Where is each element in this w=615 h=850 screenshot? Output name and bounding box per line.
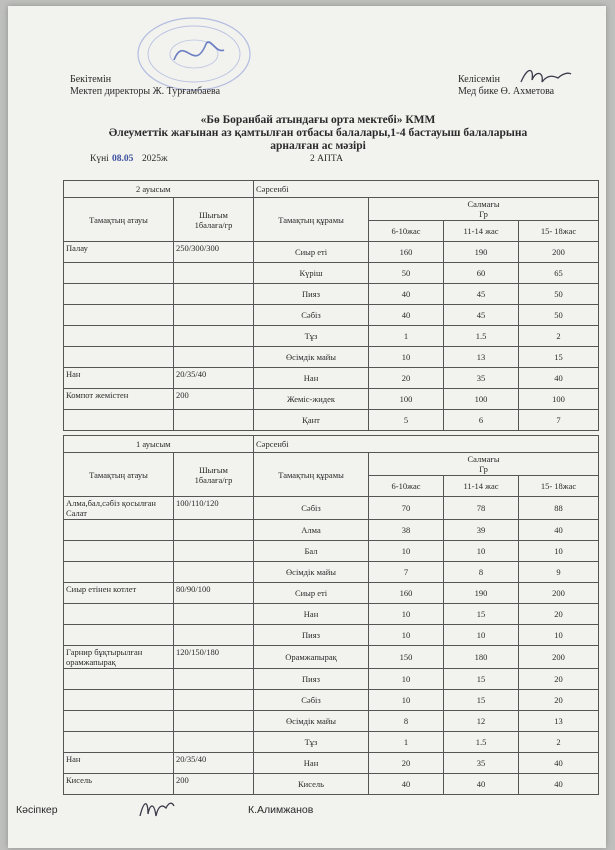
table-row bbox=[64, 326, 599, 347]
col-weight-text: Салмағы bbox=[467, 454, 500, 464]
weight-age2-cell: 40 bbox=[444, 774, 519, 795]
table-row bbox=[64, 669, 599, 690]
dish-cell: Нан bbox=[64, 368, 174, 389]
ingredient-cell: Өсімдік майы bbox=[254, 347, 369, 368]
col-age1: 6-10жас bbox=[369, 476, 444, 497]
date-label: Күні bbox=[90, 154, 109, 164]
weight-age2-cell: 45 bbox=[444, 284, 519, 305]
weight-age2-cell: 190 bbox=[444, 242, 519, 263]
weight-age3-cell: 10 bbox=[519, 541, 599, 562]
weight-age1-cell: 70 bbox=[369, 497, 444, 520]
yield-cell bbox=[174, 520, 254, 541]
weight-age1-cell: 40 bbox=[369, 305, 444, 326]
menu-tables bbox=[63, 180, 598, 795]
ingredient-cell: Қант bbox=[254, 410, 369, 431]
weight-age3-cell: 7 bbox=[519, 410, 599, 431]
col-dish-text: Тамақтың атауы bbox=[89, 469, 148, 480]
weight-age3-cell: 100 bbox=[519, 389, 599, 410]
yield-cell bbox=[174, 690, 254, 711]
ingredient-cell: Пияз bbox=[254, 669, 369, 690]
table-row bbox=[64, 604, 599, 625]
nurse-line: Мед бике Ө. Ахметова bbox=[458, 86, 555, 97]
weight-age2-cell: 15 bbox=[444, 669, 519, 690]
weight-age2-cell: 190 bbox=[444, 583, 519, 604]
week-label: 2 АПТА bbox=[310, 154, 344, 164]
weight-age1-cell: 40 bbox=[369, 284, 444, 305]
yield-cell bbox=[174, 625, 254, 646]
ingredient-cell: Пияз bbox=[254, 284, 369, 305]
yield-cell: 200 bbox=[174, 774, 254, 795]
table-row bbox=[64, 410, 599, 431]
dish-cell bbox=[64, 410, 174, 431]
weight-age2-cell: 35 bbox=[444, 368, 519, 389]
weight-age1-cell: 10 bbox=[369, 625, 444, 646]
col-yield-header bbox=[174, 453, 254, 497]
dish-cell bbox=[64, 562, 174, 583]
weight-age2-cell: 10 bbox=[444, 625, 519, 646]
yield-cell bbox=[174, 562, 254, 583]
table-row bbox=[64, 562, 599, 583]
shift2-day-cell bbox=[254, 181, 599, 198]
weight-age2-cell: 35 bbox=[444, 753, 519, 774]
weight-age3-cell: 20 bbox=[519, 669, 599, 690]
dish-cell bbox=[64, 284, 174, 305]
approve-label: Бекітемін bbox=[70, 74, 112, 85]
dish-cell bbox=[64, 604, 174, 625]
ingredient-cell: Сиыр еті bbox=[254, 583, 369, 604]
col-age2: 11-14 жас bbox=[444, 476, 519, 497]
dish-cell: Нан bbox=[64, 753, 174, 774]
col-weight-text: Салмағы bbox=[467, 199, 500, 209]
weight-age1-cell: 10 bbox=[369, 541, 444, 562]
col-weight-unit: Гр bbox=[479, 209, 488, 219]
weight-age3-cell: 200 bbox=[519, 583, 599, 604]
yield-cell: 250/300/300 bbox=[174, 242, 254, 263]
weight-age1-cell: 7 bbox=[369, 562, 444, 583]
col-yield-unit: 1балаға/гр bbox=[194, 219, 233, 230]
yield-cell: 20/35/40 bbox=[174, 753, 254, 774]
yield-cell: 20/35/40 bbox=[174, 368, 254, 389]
ingredient-cell: Өсімдік майы bbox=[254, 711, 369, 732]
weight-age2-cell: 13 bbox=[444, 347, 519, 368]
table-row bbox=[64, 711, 599, 732]
weight-age2-cell: 8 bbox=[444, 562, 519, 583]
dish-cell bbox=[64, 711, 174, 732]
yield-cell bbox=[174, 711, 254, 732]
weight-age3-cell: 200 bbox=[519, 646, 599, 669]
weight-age2-cell: 100 bbox=[444, 389, 519, 410]
weight-age3-cell: 2 bbox=[519, 326, 599, 347]
ingredient-cell: Нан bbox=[254, 753, 369, 774]
table-row bbox=[64, 753, 599, 774]
shift2-table bbox=[63, 180, 599, 431]
table-row bbox=[64, 690, 599, 711]
col-age3: 15- 18жас bbox=[519, 476, 599, 497]
yield-cell bbox=[174, 326, 254, 347]
weight-age2-cell: 45 bbox=[444, 305, 519, 326]
table-row bbox=[64, 774, 599, 795]
weight-age1-cell: 5 bbox=[369, 410, 444, 431]
dish-cell bbox=[64, 625, 174, 646]
ingredient-cell: Пияз bbox=[254, 625, 369, 646]
yield-cell bbox=[174, 604, 254, 625]
weight-age3-cell: 88 bbox=[519, 497, 599, 520]
dish-cell: Гарнир бұқтырылған орамжапырақ bbox=[64, 646, 174, 669]
weight-age3-cell: 50 bbox=[519, 284, 599, 305]
table-row bbox=[64, 646, 599, 669]
weight-age1-cell: 8 bbox=[369, 711, 444, 732]
weight-age1-cell: 10 bbox=[369, 604, 444, 625]
weight-age2-cell: 1.5 bbox=[444, 326, 519, 347]
table-row bbox=[64, 389, 599, 410]
yield-cell bbox=[174, 263, 254, 284]
dish-cell bbox=[64, 690, 174, 711]
menu-title-line2: арналған ас мәзірі bbox=[270, 140, 366, 152]
ingredient-cell: Сәбіз bbox=[254, 497, 369, 520]
document-sheet bbox=[8, 6, 606, 848]
ingredient-cell: Орамжапырақ bbox=[254, 646, 369, 669]
weight-age1-cell: 10 bbox=[369, 690, 444, 711]
col-yield-text: Шығым bbox=[199, 209, 228, 220]
table-row bbox=[64, 284, 599, 305]
nurse-signature bbox=[518, 64, 573, 86]
weight-age1-cell: 50 bbox=[369, 263, 444, 284]
dish-cell bbox=[64, 326, 174, 347]
yield-cell bbox=[174, 305, 254, 326]
weight-age1-cell: 160 bbox=[369, 583, 444, 604]
yield-cell bbox=[174, 541, 254, 562]
ingredient-cell: Тұз bbox=[254, 732, 369, 753]
table-row bbox=[64, 520, 599, 541]
dish-cell bbox=[64, 305, 174, 326]
col-composition-text: Тамақтың құрамы bbox=[278, 214, 344, 225]
weight-age3-cell: 20 bbox=[519, 604, 599, 625]
table-row bbox=[64, 263, 599, 284]
col-weight-header bbox=[369, 198, 599, 221]
yield-cell: 200 bbox=[174, 389, 254, 410]
ingredient-cell: Нан bbox=[254, 368, 369, 389]
shift2-day: Сәрсенбі bbox=[256, 184, 289, 194]
table-row bbox=[64, 541, 599, 562]
weight-age2-cell: 12 bbox=[444, 711, 519, 732]
entrepreneur-name: К.Алимжанов bbox=[248, 804, 314, 816]
weight-age1-cell: 160 bbox=[369, 242, 444, 263]
weight-age3-cell: 50 bbox=[519, 305, 599, 326]
weight-age1-cell: 10 bbox=[369, 347, 444, 368]
weight-age3-cell: 20 bbox=[519, 690, 599, 711]
weight-age1-cell: 40 bbox=[369, 774, 444, 795]
ingredient-cell: Кисель bbox=[254, 774, 369, 795]
shift1-table bbox=[63, 435, 599, 795]
col-composition-text: Тамақтың құрамы bbox=[278, 469, 344, 480]
yield-cell bbox=[174, 347, 254, 368]
table-row bbox=[64, 583, 599, 604]
ingredient-cell: Сиыр еті bbox=[254, 242, 369, 263]
menu-title-line1: Әлеуметтік жағынан аз қамтылған отбасы балалары,1-4 бастауыш балаларына bbox=[108, 127, 528, 139]
ingredient-cell: Сәбіз bbox=[254, 305, 369, 326]
weight-age3-cell: 13 bbox=[519, 711, 599, 732]
yield-cell bbox=[174, 669, 254, 690]
weight-age2-cell: 15 bbox=[444, 690, 519, 711]
shift2-label-cell bbox=[64, 181, 254, 198]
weight-age1-cell: 20 bbox=[369, 753, 444, 774]
table-row bbox=[64, 732, 599, 753]
entrepreneur-label: Кәсіпкер bbox=[16, 804, 58, 816]
col-age1: 6-10жас bbox=[369, 221, 444, 242]
weight-age3-cell: 65 bbox=[519, 263, 599, 284]
col-dish-header bbox=[64, 198, 174, 242]
agree-label: Келісемін bbox=[458, 74, 500, 85]
col-dish-text: Тамақтың атауы bbox=[89, 214, 148, 225]
yield-cell: 100/110/120 bbox=[174, 497, 254, 520]
dish-cell: Кисель bbox=[64, 774, 174, 795]
table-row bbox=[64, 497, 599, 520]
dish-cell bbox=[64, 520, 174, 541]
dish-cell: Сиыр етінен котлет bbox=[64, 583, 174, 604]
col-weight-unit: Гр bbox=[479, 464, 488, 474]
ingredient-cell: Нан bbox=[254, 604, 369, 625]
shift1-label: 1 ауысым bbox=[136, 439, 171, 449]
weight-age3-cell: 200 bbox=[519, 242, 599, 263]
director-line: Мектеп директоры Ж. Турғамбаева bbox=[70, 86, 221, 97]
weight-age1-cell: 38 bbox=[369, 520, 444, 541]
weight-age1-cell: 20 bbox=[369, 368, 444, 389]
ingredient-cell: Сәбіз bbox=[254, 690, 369, 711]
shift1-day: Сәрсенбі bbox=[256, 439, 289, 449]
dish-cell bbox=[64, 732, 174, 753]
table-row bbox=[64, 305, 599, 326]
weight-age3-cell: 40 bbox=[519, 520, 599, 541]
ingredient-cell: Өсімдік майы bbox=[254, 562, 369, 583]
weight-age1-cell: 1 bbox=[369, 326, 444, 347]
ingredient-cell: Күріш bbox=[254, 263, 369, 284]
school-seal bbox=[134, 14, 254, 94]
shift1-day-cell bbox=[254, 436, 599, 453]
dish-cell: Палау bbox=[64, 242, 174, 263]
date-value: 08.05 bbox=[112, 154, 134, 164]
weight-age2-cell: 180 bbox=[444, 646, 519, 669]
shift2-body bbox=[64, 181, 599, 431]
shift1-label-cell bbox=[64, 436, 254, 453]
weight-age2-cell: 78 bbox=[444, 497, 519, 520]
weight-age2-cell: 10 bbox=[444, 541, 519, 562]
weight-age1-cell: 10 bbox=[369, 669, 444, 690]
table-row bbox=[64, 625, 599, 646]
yield-cell: 120/150/180 bbox=[174, 646, 254, 669]
dish-cell bbox=[64, 669, 174, 690]
weight-age3-cell: 10 bbox=[519, 625, 599, 646]
weight-age3-cell: 40 bbox=[519, 753, 599, 774]
ingredient-cell: Бал bbox=[254, 541, 369, 562]
dish-cell bbox=[64, 263, 174, 284]
col-composition-header bbox=[254, 198, 369, 242]
school-title: «Бө Боранбай атындағы орта мектебі» КММ bbox=[200, 114, 436, 126]
col-weight-header bbox=[369, 453, 599, 476]
dish-cell bbox=[64, 347, 174, 368]
col-yield-header bbox=[174, 198, 254, 242]
shift2-label: 2 ауысым bbox=[136, 184, 171, 194]
ingredient-cell: Алма bbox=[254, 520, 369, 541]
weight-age3-cell: 40 bbox=[519, 368, 599, 389]
weight-age2-cell: 1.5 bbox=[444, 732, 519, 753]
weight-age1-cell: 150 bbox=[369, 646, 444, 669]
ingredient-cell: Тұз bbox=[254, 326, 369, 347]
yield-cell bbox=[174, 732, 254, 753]
col-dish-header bbox=[64, 453, 174, 497]
ingredient-cell: Жеміс-жидек bbox=[254, 389, 369, 410]
col-yield-text: Шығым bbox=[199, 464, 228, 475]
weight-age3-cell: 2 bbox=[519, 732, 599, 753]
weight-age2-cell: 15 bbox=[444, 604, 519, 625]
col-age3: 15- 18жас bbox=[519, 221, 599, 242]
col-composition-header bbox=[254, 453, 369, 497]
dish-cell: Алма,бал,сәбіз қосылған Салат bbox=[64, 497, 174, 520]
weight-age3-cell: 9 bbox=[519, 562, 599, 583]
entrepreneur-signature bbox=[136, 794, 176, 822]
year: 2025ж bbox=[142, 154, 168, 164]
yield-cell bbox=[174, 284, 254, 305]
weight-age3-cell: 40 bbox=[519, 774, 599, 795]
weight-age2-cell: 6 bbox=[444, 410, 519, 431]
shift1-body bbox=[64, 436, 599, 795]
yield-cell: 80/90/100 bbox=[174, 583, 254, 604]
table-row bbox=[64, 242, 599, 263]
weight-age2-cell: 60 bbox=[444, 263, 519, 284]
weight-age1-cell: 100 bbox=[369, 389, 444, 410]
weight-age2-cell: 39 bbox=[444, 520, 519, 541]
table-row bbox=[64, 368, 599, 389]
table-row bbox=[64, 347, 599, 368]
dish-cell bbox=[64, 541, 174, 562]
col-yield-unit: 1балаға/гр bbox=[194, 474, 233, 485]
dish-cell: Компот жемістен bbox=[64, 389, 174, 410]
col-age2: 11-14 жас bbox=[444, 221, 519, 242]
weight-age3-cell: 15 bbox=[519, 347, 599, 368]
yield-cell bbox=[174, 410, 254, 431]
weight-age1-cell: 1 bbox=[369, 732, 444, 753]
